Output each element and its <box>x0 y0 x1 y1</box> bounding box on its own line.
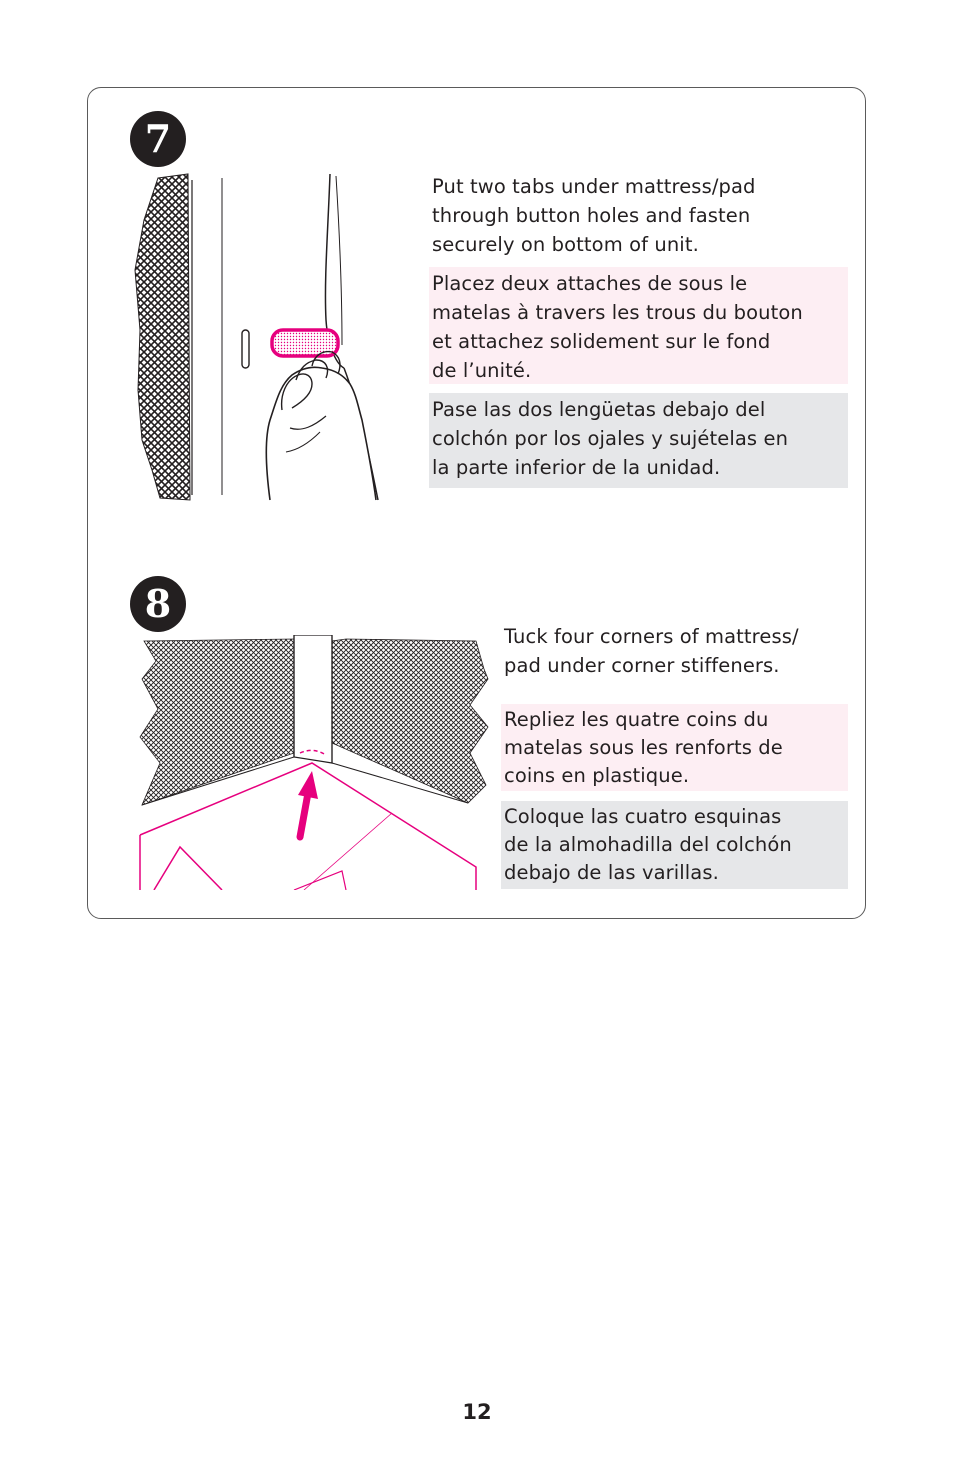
step-7-spanish-text <box>429 393 848 488</box>
step-7-english-text <box>429 170 849 261</box>
text-line: Placez deux attaches de sous le <box>432 272 748 295</box>
text-line: securely on bottom of unit. <box>432 233 699 256</box>
step-8-spanish-text <box>501 801 848 889</box>
text-line: de la almohadilla del colchón <box>504 833 792 856</box>
step-8-illustration <box>136 635 496 890</box>
text-line: through button holes and fasten <box>432 204 751 227</box>
text-line: et attachez solidement sur le fond <box>432 330 771 353</box>
text-line: Tuck four corners of mattress/ <box>504 625 799 648</box>
text-line: Pase las dos lengüetas debajo del <box>432 398 766 421</box>
text-line: la parte inferior de la unidad. <box>432 456 721 479</box>
step-8-french-text <box>501 704 848 791</box>
step-7-illustration <box>130 170 390 505</box>
step-7-badge: 7 <box>130 111 186 167</box>
text-line: de l’unité. <box>432 359 532 382</box>
text-line: matelas sous les renforts de <box>504 736 783 759</box>
text-line: matelas à travers les trous du bouton <box>432 301 803 324</box>
text-line: coins en plastique. <box>504 764 690 787</box>
step-8-badge: 8 <box>130 576 186 632</box>
step-8-english-text <box>501 620 846 682</box>
text-line: Repliez les quatre coins du <box>504 708 769 731</box>
page-number: 12 <box>462 1400 492 1424</box>
text-line: Put two tabs under mattress/pad <box>432 175 756 198</box>
text-line: debajo de las varillas. <box>504 861 719 884</box>
step-7-french-text <box>429 267 848 384</box>
text-line: pad under corner stiffeners. <box>504 654 780 677</box>
text-line: Coloque las cuatro esquinas <box>504 805 782 828</box>
text-line: colchón por los ojales y sujételas en <box>432 427 789 450</box>
